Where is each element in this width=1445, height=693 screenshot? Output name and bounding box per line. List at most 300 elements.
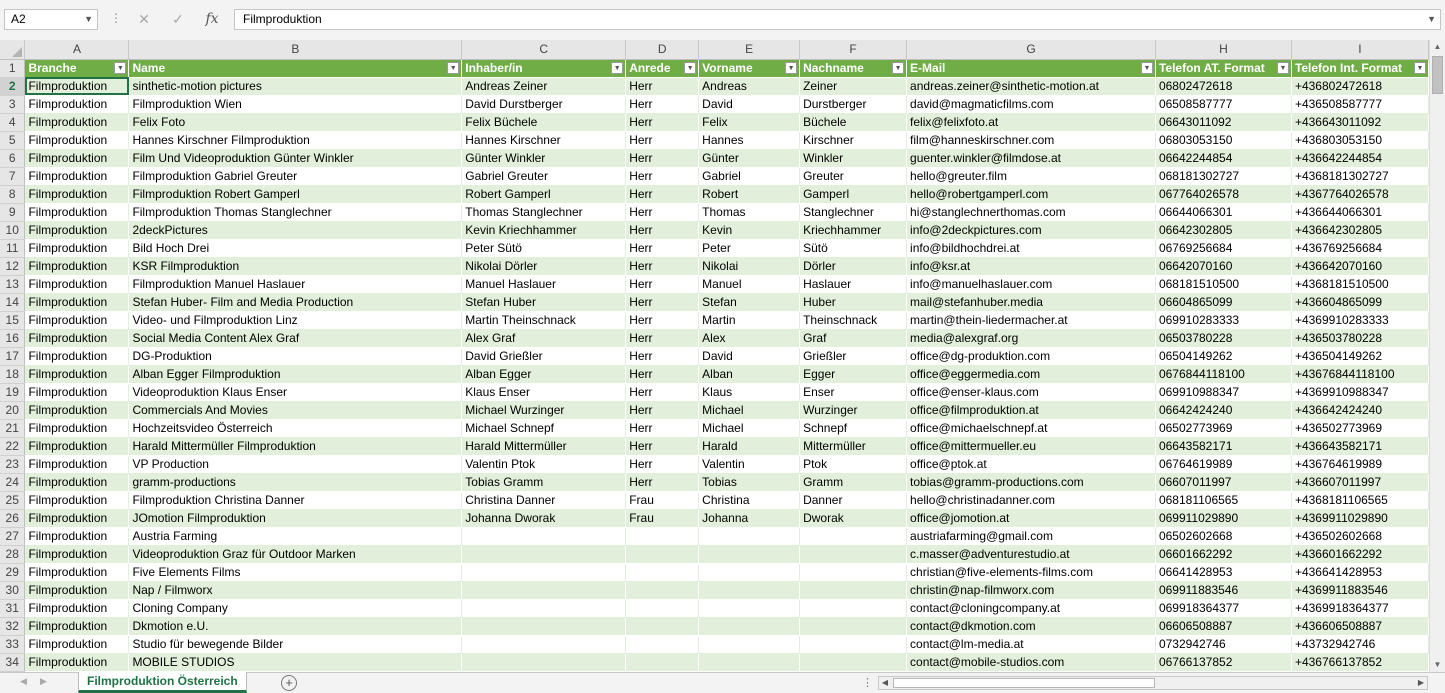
row-header[interactable]: 2 xyxy=(0,77,25,95)
table-cell[interactable]: MOBILE STUDIOS xyxy=(129,653,462,671)
table-cell[interactable]: +436607011997 xyxy=(1291,473,1428,491)
table-cell[interactable] xyxy=(626,653,699,671)
row-header[interactable]: 28 xyxy=(0,545,25,563)
table-cell[interactable]: 06607011997 xyxy=(1155,473,1291,491)
table-cell[interactable]: Tobias xyxy=(699,473,800,491)
table-cell[interactable]: Bild Hoch Drei xyxy=(129,239,462,257)
table-cell[interactable] xyxy=(699,581,800,599)
row-header[interactable]: 21 xyxy=(0,419,25,437)
table-cell[interactable]: Herr xyxy=(626,293,699,311)
table-cell[interactable] xyxy=(800,563,907,581)
table-cell[interactable]: 06802472618 xyxy=(1155,77,1291,95)
row-header[interactable]: 6 xyxy=(0,149,25,167)
prev-sheet-icon[interactable]: ◀ xyxy=(20,676,27,686)
table-cell[interactable]: Stanglechner xyxy=(800,203,907,221)
vertical-scrollbar[interactable] xyxy=(1429,40,1445,672)
table-cell[interactable]: Filmproduktion xyxy=(25,257,129,275)
table-cell[interactable]: Studio für bewegende Bilder xyxy=(129,635,462,653)
table-cell[interactable] xyxy=(699,635,800,653)
column-header-b[interactable]: B xyxy=(129,40,462,59)
table-cell[interactable] xyxy=(462,527,626,545)
table-cell[interactable]: Social Media Content Alex Graf xyxy=(129,329,462,347)
table-cell[interactable]: Robert Gamperl xyxy=(462,185,626,203)
table-cell[interactable] xyxy=(462,545,626,563)
table-cell[interactable]: Filmproduktion xyxy=(25,311,129,329)
table-cell[interactable]: David Grießler xyxy=(462,347,626,365)
table-cell[interactable]: Felix Büchele xyxy=(462,113,626,131)
table-cell[interactable]: sinthetic-motion pictures xyxy=(129,77,462,95)
table-cell[interactable]: +4369910283333 xyxy=(1291,311,1428,329)
table-cell[interactable]: gramm-productions xyxy=(129,473,462,491)
table-cell[interactable]: Filmproduktion xyxy=(25,329,129,347)
table-cell[interactable]: film@hanneskirschner.com xyxy=(907,131,1156,149)
table-cell[interactable]: 06764619989 xyxy=(1155,455,1291,473)
table-cell[interactable] xyxy=(626,617,699,635)
table-cell[interactable]: Tobias Gramm xyxy=(462,473,626,491)
table-cell[interactable] xyxy=(626,581,699,599)
table-cell[interactable]: Winkler xyxy=(800,149,907,167)
row-header[interactable]: 22 xyxy=(0,437,25,455)
column-header-e[interactable]: E xyxy=(699,40,800,59)
table-cell[interactable]: +4369918364377 xyxy=(1291,599,1428,617)
table-cell[interactable]: Theinschnack xyxy=(800,311,907,329)
row-header[interactable]: 34 xyxy=(0,653,25,671)
sheet-tab-active[interactable]: Filmproduktion Österreich xyxy=(78,672,247,693)
table-cell[interactable]: Herr xyxy=(626,329,699,347)
table-cell[interactable]: Egger xyxy=(800,365,907,383)
table-cell[interactable]: Herr xyxy=(626,419,699,437)
table-cell[interactable]: Herr xyxy=(626,239,699,257)
row-header[interactable]: 7 xyxy=(0,167,25,185)
table-cell[interactable] xyxy=(462,599,626,617)
table-cell[interactable]: Videoproduktion Graz für Outdoor Marken xyxy=(129,545,462,563)
filter-dropdown-icon[interactable]: ▼ xyxy=(1277,62,1289,74)
table-cell[interactable]: 06769256684 xyxy=(1155,239,1291,257)
table-cell[interactable]: Filmproduktion xyxy=(25,275,129,293)
table-cell[interactable]: DG-Produktion xyxy=(129,347,462,365)
table-cell[interactable]: Valentin xyxy=(699,455,800,473)
table-cell[interactable]: Herr xyxy=(626,437,699,455)
table-cell[interactable] xyxy=(699,527,800,545)
table-cell[interactable]: Filmproduktion xyxy=(25,401,129,419)
table-cell[interactable]: office@enser-klaus.com xyxy=(907,383,1156,401)
table-cell[interactable]: Felix xyxy=(699,113,800,131)
table-cell[interactable]: Herr xyxy=(626,257,699,275)
table-cell[interactable]: Johanna xyxy=(699,509,800,527)
table-cell[interactable]: Filmproduktion xyxy=(25,131,129,149)
row-header[interactable]: 9 xyxy=(0,203,25,221)
table-cell[interactable]: Filmproduktion xyxy=(25,491,129,509)
table-cell[interactable]: Alban xyxy=(699,365,800,383)
row-header[interactable]: 17 xyxy=(0,347,25,365)
table-cell[interactable]: 06642244854 xyxy=(1155,149,1291,167)
table-cell[interactable]: Nikolai xyxy=(699,257,800,275)
row-header[interactable]: 25 xyxy=(0,491,25,509)
table-cell[interactable] xyxy=(800,527,907,545)
table-cell[interactable]: Filmproduktion xyxy=(25,455,129,473)
table-cell[interactable]: office@jomotion.at xyxy=(907,509,1156,527)
table-cell[interactable]: Filmproduktion xyxy=(25,383,129,401)
table-cell[interactable]: Huber xyxy=(800,293,907,311)
table-cell[interactable]: hello@greuter.film xyxy=(907,167,1156,185)
table-cell[interactable]: Filmproduktion xyxy=(25,365,129,383)
table-cell[interactable]: Martin Theinschnack xyxy=(462,311,626,329)
table-cell[interactable]: 06642302805 xyxy=(1155,221,1291,239)
select-all-corner[interactable] xyxy=(0,40,25,59)
formula-input[interactable] xyxy=(234,9,1441,30)
table-cell[interactable]: tobias@gramm-productions.com xyxy=(907,473,1156,491)
table-cell[interactable]: contact@cloningcompany.at xyxy=(907,599,1156,617)
table-cell[interactable]: Robert xyxy=(699,185,800,203)
table-cell[interactable]: 069910283333 xyxy=(1155,311,1291,329)
table-cell[interactable]: Klaus xyxy=(699,383,800,401)
table-cell[interactable]: 06641428953 xyxy=(1155,563,1291,581)
table-cell[interactable]: austriafarming@gmail.com xyxy=(907,527,1156,545)
table-cell[interactable]: Alex Graf xyxy=(462,329,626,347)
table-cell[interactable]: david@magmaticfilms.com xyxy=(907,95,1156,113)
expand-formula-icon[interactable]: ▼ xyxy=(1427,14,1436,24)
table-cell[interactable] xyxy=(800,545,907,563)
table-cell[interactable]: Peter Sütö xyxy=(462,239,626,257)
row-header[interactable]: 10 xyxy=(0,221,25,239)
column-header-d[interactable]: D xyxy=(626,40,699,59)
table-cell[interactable]: +436644066301 xyxy=(1291,203,1428,221)
table-cell[interactable]: Schnepf xyxy=(800,419,907,437)
table-cell[interactable]: office@mittermueller.eu xyxy=(907,437,1156,455)
table-cell[interactable]: office@dg-produktion.com xyxy=(907,347,1156,365)
table-cell[interactable] xyxy=(800,599,907,617)
table-cell[interactable]: Filmproduktion xyxy=(25,437,129,455)
table-cell[interactable]: +436802472618 xyxy=(1291,77,1428,95)
add-sheet-button[interactable]: + xyxy=(281,675,297,691)
column-header-c[interactable]: C xyxy=(462,40,626,59)
table-cell[interactable] xyxy=(699,545,800,563)
table-cell[interactable]: +4368181106565 xyxy=(1291,491,1428,509)
scroll-down-icon[interactable]: ▼ xyxy=(1433,660,1442,669)
table-cell[interactable]: Michael Wurzinger xyxy=(462,401,626,419)
filter-dropdown-icon[interactable]: ▼ xyxy=(447,62,459,74)
table-cell[interactable]: Kevin xyxy=(699,221,800,239)
table-cell[interactable]: 06803053150 xyxy=(1155,131,1291,149)
row-header[interactable]: 23 xyxy=(0,455,25,473)
table-cell[interactable]: VP Production xyxy=(129,455,462,473)
table-cell[interactable]: Herr xyxy=(626,131,699,149)
table-cell[interactable]: Nap / Filmworx xyxy=(129,581,462,599)
table-cell[interactable]: +436504149262 xyxy=(1291,347,1428,365)
tab-splitter-grip-icon[interactable]: ⋮ xyxy=(862,677,873,689)
table-cell[interactable]: Filmproduktion xyxy=(25,347,129,365)
table-cell[interactable]: +436503780228 xyxy=(1291,329,1428,347)
table-cell[interactable]: +436766137852 xyxy=(1291,653,1428,671)
table-cell[interactable]: Alban Egger Filmproduktion xyxy=(129,365,462,383)
table-cell[interactable]: Filmproduktion xyxy=(25,113,129,131)
table-cell[interactable]: Dörler xyxy=(800,257,907,275)
table-cell[interactable]: Filmproduktion xyxy=(25,239,129,257)
table-cell[interactable]: info@bildhochdrei.at xyxy=(907,239,1156,257)
table-cell[interactable]: Kevin Kriechhammer xyxy=(462,221,626,239)
row-header[interactable]: 26 xyxy=(0,509,25,527)
row-header[interactable]: 18 xyxy=(0,365,25,383)
table-cell[interactable]: 068181510500 xyxy=(1155,275,1291,293)
table-cell[interactable]: Herr xyxy=(626,455,699,473)
table-cell[interactable]: Sütö xyxy=(800,239,907,257)
table-cell[interactable]: Klaus Enser xyxy=(462,383,626,401)
table-cell[interactable]: Herr xyxy=(626,113,699,131)
table-cell[interactable]: Herr xyxy=(626,149,699,167)
table-cell[interactable]: guenter.winkler@filmdose.at xyxy=(907,149,1156,167)
table-cell[interactable]: Film Und Videoproduktion Günter Winkler xyxy=(129,149,462,167)
table-cell[interactable]: Filmproduktion xyxy=(25,293,129,311)
table-cell[interactable]: Filmproduktion xyxy=(25,167,129,185)
table-cell[interactable]: Filmproduktion xyxy=(25,473,129,491)
table-cell[interactable]: 06644066301 xyxy=(1155,203,1291,221)
column-header-h[interactable]: H xyxy=(1155,40,1291,59)
header-cell[interactable] xyxy=(907,59,1156,77)
table-cell[interactable]: Wurzinger xyxy=(800,401,907,419)
table-cell[interactable]: Filmproduktion xyxy=(25,599,129,617)
table-cell[interactable]: +436508587777 xyxy=(1291,95,1428,113)
table-cell[interactable]: Frau xyxy=(626,491,699,509)
table-cell[interactable]: Peter xyxy=(699,239,800,257)
worksheet-grid[interactable] xyxy=(0,40,1429,672)
table-cell[interactable]: David Durstberger xyxy=(462,95,626,113)
header-cell[interactable] xyxy=(25,59,129,77)
table-cell[interactable]: +436502773969 xyxy=(1291,419,1428,437)
next-sheet-icon[interactable]: ▶ xyxy=(40,676,47,686)
table-cell[interactable]: Filmproduktion xyxy=(25,563,129,581)
table-cell[interactable]: Herr xyxy=(626,311,699,329)
table-cell[interactable]: Danner xyxy=(800,491,907,509)
table-cell[interactable]: Günter xyxy=(699,149,800,167)
table-cell[interactable]: Frau xyxy=(626,509,699,527)
table-cell[interactable]: Haslauer xyxy=(800,275,907,293)
table-cell[interactable]: Hannes Kirschner Filmproduktion xyxy=(129,131,462,149)
formula-bar-grip-icon[interactable]: ⋮ xyxy=(110,11,121,25)
table-cell[interactable]: contact@lm-media.at xyxy=(907,635,1156,653)
row-header[interactable]: 1 xyxy=(0,59,25,77)
filter-dropdown-icon[interactable]: ▼ xyxy=(684,62,696,74)
table-cell[interactable]: 0676844118100 xyxy=(1155,365,1291,383)
column-header-a[interactable]: A xyxy=(25,40,129,59)
table-cell[interactable]: c.masser@adventurestudio.at xyxy=(907,545,1156,563)
table-cell[interactable] xyxy=(626,527,699,545)
table-cell[interactable] xyxy=(626,599,699,617)
row-header[interactable]: 32 xyxy=(0,617,25,635)
table-cell[interactable]: Stefan Huber- Film and Media Production xyxy=(129,293,462,311)
table-cell[interactable]: Herr xyxy=(626,167,699,185)
row-header[interactable]: 30 xyxy=(0,581,25,599)
filter-dropdown-icon[interactable]: ▼ xyxy=(1141,62,1153,74)
table-cell[interactable]: Herr xyxy=(626,185,699,203)
table-cell[interactable]: Johanna Dworak xyxy=(462,509,626,527)
table-cell[interactable]: David xyxy=(699,347,800,365)
table-cell[interactable]: Filmproduktion Thomas Stanglechner xyxy=(129,203,462,221)
table-cell[interactable]: Gabriel Greuter xyxy=(462,167,626,185)
table-cell[interactable]: Thomas Stanglechner xyxy=(462,203,626,221)
table-cell[interactable]: Filmproduktion xyxy=(25,581,129,599)
row-header[interactable]: 4 xyxy=(0,113,25,131)
table-cell[interactable]: 06643011092 xyxy=(1155,113,1291,131)
name-box-dropdown-icon[interactable]: ▼ xyxy=(84,14,93,24)
row-header[interactable]: 8 xyxy=(0,185,25,203)
table-cell[interactable]: office@ptok.at xyxy=(907,455,1156,473)
table-cell[interactable]: Gabriel xyxy=(699,167,800,185)
table-cell[interactable]: +436642244854 xyxy=(1291,149,1428,167)
horizontal-scrollbar[interactable] xyxy=(878,676,1428,690)
table-cell[interactable]: Herr xyxy=(626,203,699,221)
table-cell[interactable]: Herr xyxy=(626,473,699,491)
row-header[interactable]: 16 xyxy=(0,329,25,347)
table-cell[interactable]: Five Elements Films xyxy=(129,563,462,581)
column-header-i[interactable]: I xyxy=(1291,40,1428,59)
table-cell[interactable]: +4368181302727 xyxy=(1291,167,1428,185)
table-cell[interactable]: 0732942746 xyxy=(1155,635,1291,653)
name-box[interactable] xyxy=(4,9,98,30)
table-cell[interactable]: Michael Schnepf xyxy=(462,419,626,437)
table-cell[interactable]: Grießler xyxy=(800,347,907,365)
table-cell[interactable]: Filmproduktion xyxy=(25,545,129,563)
row-header[interactable]: 12 xyxy=(0,257,25,275)
table-cell[interactable]: Alban Egger xyxy=(462,365,626,383)
table-cell[interactable]: Gamperl xyxy=(800,185,907,203)
table-cell[interactable]: +436642070160 xyxy=(1291,257,1428,275)
vertical-scroll-thumb[interactable] xyxy=(1432,56,1443,94)
table-cell[interactable] xyxy=(462,581,626,599)
table-cell[interactable]: Filmproduktion xyxy=(25,203,129,221)
table-cell[interactable]: christin@nap-filmworx.com xyxy=(907,581,1156,599)
table-cell[interactable]: Herr xyxy=(626,221,699,239)
table-cell[interactable]: Zeiner xyxy=(800,77,907,95)
table-cell[interactable]: Filmproduktion xyxy=(25,149,129,167)
table-cell[interactable]: Stefan xyxy=(699,293,800,311)
header-cell[interactable] xyxy=(1155,59,1291,77)
scroll-left-icon[interactable]: ◀ xyxy=(881,678,889,687)
table-cell[interactable]: +436642424240 xyxy=(1291,401,1428,419)
table-cell[interactable] xyxy=(626,545,699,563)
table-cell[interactable]: Harald Mittermüller Filmproduktion xyxy=(129,437,462,455)
table-cell[interactable]: Stefan Huber xyxy=(462,293,626,311)
table-cell[interactable] xyxy=(800,581,907,599)
scroll-right-icon[interactable]: ▶ xyxy=(1417,678,1425,687)
table-cell[interactable]: +4369910988347 xyxy=(1291,383,1428,401)
cancel-button[interactable]: ✕ xyxy=(138,11,150,27)
table-cell[interactable]: KSR Filmproduktion xyxy=(129,257,462,275)
table-cell[interactable]: 06502602668 xyxy=(1155,527,1291,545)
enter-button[interactable]: ✓ xyxy=(172,11,184,27)
table-cell[interactable]: Herr xyxy=(626,275,699,293)
column-header-g[interactable]: G xyxy=(907,40,1156,59)
table-cell[interactable]: JOmotion Filmproduktion xyxy=(129,509,462,527)
table-cell[interactable]: +436606508887 xyxy=(1291,617,1428,635)
table-cell[interactable]: +436643011092 xyxy=(1291,113,1428,131)
row-header[interactable]: 13 xyxy=(0,275,25,293)
table-cell[interactable]: office@eggermedia.com xyxy=(907,365,1156,383)
table-cell[interactable]: 06642424240 xyxy=(1155,401,1291,419)
header-cell[interactable] xyxy=(129,59,462,77)
table-cell[interactable]: 06766137852 xyxy=(1155,653,1291,671)
table-cell[interactable]: Filmproduktion xyxy=(25,419,129,437)
table-cell[interactable]: Thomas xyxy=(699,203,800,221)
table-cell[interactable]: 068181106565 xyxy=(1155,491,1291,509)
table-cell[interactable]: +436604865099 xyxy=(1291,293,1428,311)
table-cell[interactable]: Herr xyxy=(626,365,699,383)
table-cell[interactable]: Durstberger xyxy=(800,95,907,113)
table-cell[interactable]: Herr xyxy=(626,383,699,401)
table-cell[interactable]: info@ksr.at xyxy=(907,257,1156,275)
table-cell[interactable]: Herr xyxy=(626,77,699,95)
header-cell[interactable] xyxy=(1291,59,1428,77)
table-cell[interactable]: Harald xyxy=(699,437,800,455)
table-cell[interactable] xyxy=(699,563,800,581)
table-cell[interactable]: Hannes Kirschner xyxy=(462,131,626,149)
table-cell[interactable]: 06503780228 xyxy=(1155,329,1291,347)
table-cell[interactable]: Filmproduktion xyxy=(25,509,129,527)
table-cell[interactable]: Dworak xyxy=(800,509,907,527)
table-cell[interactable]: Filmproduktion xyxy=(25,185,129,203)
table-cell[interactable]: +436642302805 xyxy=(1291,221,1428,239)
active-cell[interactable]: Filmproduktion xyxy=(25,77,129,95)
table-cell[interactable]: Filmproduktion Wien xyxy=(129,95,462,113)
table-cell[interactable]: Felix Foto xyxy=(129,113,462,131)
table-cell[interactable]: 06643582171 xyxy=(1155,437,1291,455)
table-cell[interactable]: 06606508887 xyxy=(1155,617,1291,635)
table-cell[interactable]: 069910988347 xyxy=(1155,383,1291,401)
table-cell[interactable]: office@michaelschnepf.at xyxy=(907,419,1156,437)
header-cell[interactable] xyxy=(800,59,907,77)
filter-dropdown-icon[interactable]: ▼ xyxy=(892,62,904,74)
horizontal-scroll-thumb[interactable] xyxy=(893,678,1155,688)
insert-function-button[interactable]: fx xyxy=(205,11,219,27)
table-cell[interactable]: Christina Danner xyxy=(462,491,626,509)
filter-dropdown-icon[interactable]: ▼ xyxy=(611,62,623,74)
table-cell[interactable]: Filmproduktion Christina Danner xyxy=(129,491,462,509)
table-cell[interactable]: Videoproduktion Klaus Enser xyxy=(129,383,462,401)
row-header[interactable]: 31 xyxy=(0,599,25,617)
header-cell[interactable] xyxy=(699,59,800,77)
filter-dropdown-icon[interactable]: ▼ xyxy=(1414,62,1426,74)
table-cell[interactable]: 06642070160 xyxy=(1155,257,1291,275)
table-cell[interactable]: christian@five-elements-films.com xyxy=(907,563,1156,581)
scroll-up-icon[interactable]: ▲ xyxy=(1433,42,1442,51)
table-cell[interactable]: Andreas Zeiner xyxy=(462,77,626,95)
table-cell[interactable]: Manuel xyxy=(699,275,800,293)
header-cell[interactable] xyxy=(626,59,699,77)
table-cell[interactable]: Harald Mittermüller xyxy=(462,437,626,455)
table-cell[interactable]: Filmproduktion Gabriel Greuter xyxy=(129,167,462,185)
table-cell[interactable]: Kriechhammer xyxy=(800,221,907,239)
table-cell[interactable]: contact@dkmotion.com xyxy=(907,617,1156,635)
table-cell[interactable]: Filmproduktion xyxy=(25,527,129,545)
filter-dropdown-icon[interactable]: ▼ xyxy=(785,62,797,74)
table-cell[interactable]: hi@stanglechnerthomas.com xyxy=(907,203,1156,221)
table-cell[interactable]: Hannes xyxy=(699,131,800,149)
table-cell[interactable] xyxy=(800,653,907,671)
table-cell[interactable]: Dkmotion e.U. xyxy=(129,617,462,635)
table-cell[interactable]: 06502773969 xyxy=(1155,419,1291,437)
table-cell[interactable]: Michael xyxy=(699,419,800,437)
table-cell[interactable]: Filmproduktion xyxy=(25,653,129,671)
table-cell[interactable]: Herr xyxy=(626,401,699,419)
table-cell[interactable]: martin@thein-liedermacher.at xyxy=(907,311,1156,329)
table-cell[interactable]: Andreas xyxy=(699,77,800,95)
table-cell[interactable]: Herr xyxy=(626,95,699,113)
table-cell[interactable]: Enser xyxy=(800,383,907,401)
table-cell[interactable]: +43676844118100 xyxy=(1291,365,1428,383)
table-cell[interactable]: Filmproduktion Manuel Haslauer xyxy=(129,275,462,293)
table-cell[interactable]: andreas.zeiner@sinthetic-motion.at xyxy=(907,77,1156,95)
table-cell[interactable]: +436641428953 xyxy=(1291,563,1428,581)
table-cell[interactable]: David xyxy=(699,95,800,113)
